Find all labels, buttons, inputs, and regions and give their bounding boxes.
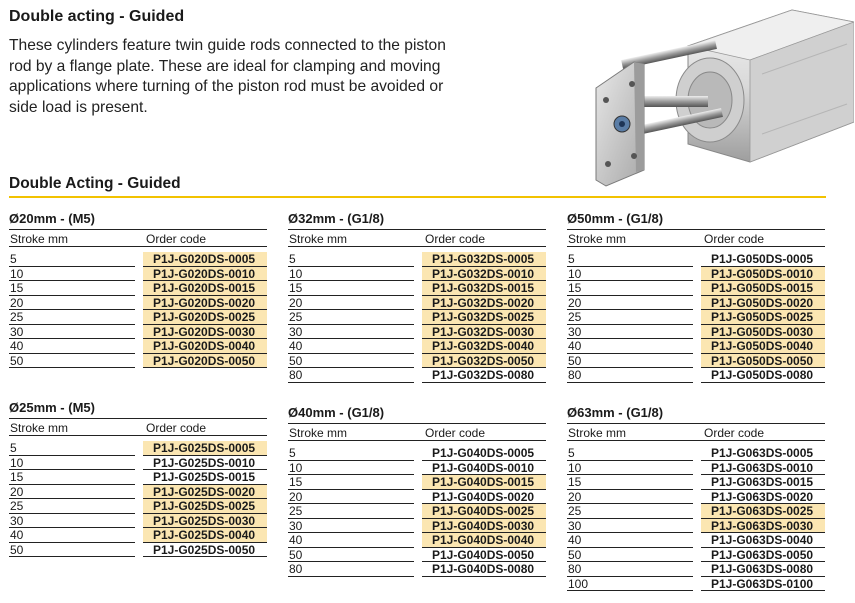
order-code-cell: P1J-G063DS-0030	[701, 519, 825, 534]
stroke-cell: 10	[567, 461, 693, 476]
stroke-cell: 50	[288, 354, 414, 369]
stroke-cell: 25	[567, 310, 693, 325]
stroke-column-header: Stroke mm	[568, 426, 627, 440]
table-row	[288, 281, 546, 296]
table-row	[9, 267, 267, 282]
stroke-cell: 25	[288, 310, 414, 325]
table-row	[9, 514, 267, 529]
table-row	[288, 354, 546, 369]
table-title: Ø20mm - (M5)	[9, 211, 95, 226]
stroke-cell: 50	[9, 354, 135, 369]
stroke-cell: 5	[9, 252, 135, 267]
stroke-cell: 15	[567, 475, 693, 490]
order-code-cell: P1J-G020DS-0020	[143, 296, 267, 311]
table-d40	[288, 405, 546, 577]
stroke-cell: 15	[288, 281, 414, 296]
table-row	[288, 533, 546, 548]
table-title: Ø25mm - (M5)	[9, 400, 95, 415]
order-code-cell: P1J-G020DS-0005	[143, 252, 267, 267]
stroke-cell: 15	[288, 475, 414, 490]
table-row	[9, 499, 267, 514]
order-code-cell: P1J-G040DS-0020	[422, 490, 546, 505]
stroke-cell: 5	[9, 441, 135, 456]
order-code-cell: P1J-G032DS-0080	[422, 368, 546, 383]
order-code-cell: P1J-G020DS-0040	[143, 339, 267, 354]
stroke-cell: 20	[9, 485, 135, 500]
table-d50	[567, 211, 825, 383]
order-code-cell: P1J-G063DS-0015	[701, 475, 825, 490]
table-row	[567, 281, 825, 296]
stroke-cell: 50	[288, 548, 414, 563]
order-code-cell: P1J-G063DS-0010	[701, 461, 825, 476]
order-code-cell: P1J-G063DS-0100	[701, 577, 825, 592]
stroke-cell: 25	[9, 499, 135, 514]
stroke-cell: 40	[9, 528, 135, 543]
stroke-cell: 30	[288, 325, 414, 340]
stroke-cell: 30	[288, 519, 414, 534]
stroke-cell: 5	[288, 252, 414, 267]
stroke-cell: 20	[288, 296, 414, 311]
intro-paragraph: These cylinders feature twin guide rods connected to the piston rod by a flange plate. These are ideal for clamping and moving applications where turning of the piston rod must be avoided or side load is present.	[9, 37, 446, 116]
stroke-cell: 30	[567, 325, 693, 340]
table-row	[288, 325, 546, 340]
stroke-cell: 15	[9, 281, 135, 296]
stroke-column-header: Stroke mm	[10, 421, 69, 435]
table-row	[288, 490, 546, 505]
stroke-cell: 80	[288, 562, 414, 577]
stroke-cell: 15	[567, 281, 693, 296]
table-row	[567, 533, 825, 548]
order-code-column-header: Order code	[146, 421, 207, 435]
order-code-cell: P1J-G040DS-0030	[422, 519, 546, 534]
stroke-column-header: Stroke mm	[10, 232, 69, 246]
stroke-cell: 40	[9, 339, 135, 354]
stroke-column-header: Stroke mm	[568, 232, 627, 246]
stroke-cell: 50	[567, 354, 693, 369]
stroke-cell: 15	[9, 470, 135, 485]
stroke-cell: 30	[9, 514, 135, 529]
table-row	[288, 475, 546, 490]
order-code-cell: P1J-G063DS-0080	[701, 562, 825, 577]
table-row	[9, 354, 267, 369]
stroke-cell: 40	[567, 533, 693, 548]
table-row	[567, 577, 825, 592]
table-header	[9, 229, 267, 247]
table-row	[288, 296, 546, 311]
stroke-cell: 80	[288, 368, 414, 383]
table-row	[288, 562, 546, 577]
table-row	[288, 548, 546, 563]
table-row	[567, 490, 825, 505]
stroke-cell: 40	[288, 533, 414, 548]
order-code-cell: P1J-G050DS-0025	[701, 310, 825, 325]
stroke-cell: 20	[9, 296, 135, 311]
order-code-cell: P1J-G040DS-0025	[422, 504, 546, 519]
stroke-cell: 30	[9, 325, 135, 340]
order-code-cell: P1J-G020DS-0050	[143, 354, 267, 369]
table-row	[567, 446, 825, 461]
order-code-cell: P1J-G032DS-0010	[422, 267, 546, 282]
section-rule	[9, 196, 826, 198]
table-row	[9, 310, 267, 325]
table-row	[9, 485, 267, 500]
table-row	[288, 461, 546, 476]
stroke-cell: 5	[567, 446, 693, 461]
table-d25	[9, 400, 267, 557]
order-code-cell: P1J-G020DS-0025	[143, 310, 267, 325]
table-header	[9, 418, 267, 436]
table-row	[567, 339, 825, 354]
stroke-cell: 20	[288, 490, 414, 505]
table-row	[567, 519, 825, 534]
stroke-cell: 25	[288, 504, 414, 519]
order-code-cell: P1J-G050DS-0050	[701, 354, 825, 369]
table-row	[567, 267, 825, 282]
table-title: Ø40mm - (G1/8)	[288, 405, 385, 420]
stroke-cell: 10	[9, 456, 135, 471]
table-row	[288, 310, 546, 325]
stroke-cell: 5	[567, 252, 693, 267]
order-code-cell: P1J-G020DS-0010	[143, 267, 267, 282]
order-code-cell: P1J-G040DS-0050	[422, 548, 546, 563]
stroke-column-header: Stroke mm	[289, 426, 348, 440]
stroke-cell: 5	[288, 446, 414, 461]
table-row	[567, 310, 825, 325]
table-row	[567, 368, 825, 383]
stroke-cell: 100	[567, 577, 693, 592]
table-row	[567, 475, 825, 490]
order-code-cell: P1J-G032DS-0040	[422, 339, 546, 354]
stroke-cell: 40	[567, 339, 693, 354]
order-code-cell: P1J-G063DS-0040	[701, 533, 825, 548]
table-row	[9, 456, 267, 471]
order-code-cell: P1J-G025DS-0040	[143, 528, 267, 543]
order-code-cell: P1J-G025DS-0020	[143, 485, 267, 500]
stroke-cell: 10	[9, 267, 135, 282]
order-code-cell: P1J-G032DS-0005	[422, 252, 546, 267]
order-code-column-header: Order code	[704, 232, 765, 246]
table-row	[288, 252, 546, 267]
table-body	[567, 446, 825, 591]
stroke-cell: 50	[567, 548, 693, 563]
stroke-cell: 25	[9, 310, 135, 325]
table-d20	[9, 211, 267, 368]
table-row	[567, 354, 825, 369]
stroke-cell: 25	[567, 504, 693, 519]
table-title: Ø50mm - (G1/8)	[567, 211, 664, 226]
table-row	[567, 325, 825, 340]
order-code-cell: P1J-G025DS-0010	[143, 456, 267, 471]
table-header	[567, 229, 825, 247]
order-code-cell: P1J-G020DS-0030	[143, 325, 267, 340]
table-body	[567, 252, 825, 383]
order-code-cell: P1J-G050DS-0010	[701, 267, 825, 282]
stroke-column-header: Stroke mm	[289, 232, 348, 246]
table-row	[567, 504, 825, 519]
table-header	[567, 423, 825, 441]
order-code-cell: P1J-G032DS-0050	[422, 354, 546, 369]
stroke-cell: 10	[288, 267, 414, 282]
order-code-cell: P1J-G025DS-0005	[143, 441, 267, 456]
table-row	[567, 252, 825, 267]
order-code-cell: P1J-G040DS-0080	[422, 562, 546, 577]
order-code-column-header: Order code	[146, 232, 207, 246]
order-code-column-header: Order code	[425, 232, 486, 246]
table-row	[9, 339, 267, 354]
order-code-cell: P1J-G050DS-0080	[701, 368, 825, 383]
order-code-cell: P1J-G040DS-0040	[422, 533, 546, 548]
order-code-cell: P1J-G032DS-0025	[422, 310, 546, 325]
order-code-cell: P1J-G063DS-0050	[701, 548, 825, 563]
order-code-cell: P1J-G025DS-0030	[143, 514, 267, 529]
order-code-column-header: Order code	[425, 426, 486, 440]
stroke-cell: 80	[567, 562, 693, 577]
order-code-cell: P1J-G025DS-0050	[143, 543, 267, 558]
table-row	[9, 441, 267, 456]
order-code-cell: P1J-G050DS-0030	[701, 325, 825, 340]
section-title: Double Acting - Guided	[9, 175, 181, 192]
order-code-cell: P1J-G063DS-0005	[701, 446, 825, 461]
table-row	[288, 339, 546, 354]
table-body	[9, 252, 267, 368]
order-code-cell: P1J-G025DS-0015	[143, 470, 267, 485]
stroke-cell: 50	[9, 543, 135, 558]
stroke-cell: 40	[288, 339, 414, 354]
table-row	[567, 461, 825, 476]
order-code-cell: P1J-G032DS-0030	[422, 325, 546, 340]
order-code-cell: P1J-G032DS-0015	[422, 281, 546, 296]
table-title: Ø32mm - (G1/8)	[288, 211, 385, 226]
table-body	[288, 446, 546, 577]
table-header	[288, 423, 546, 441]
order-code-cell: P1J-G040DS-0010	[422, 461, 546, 476]
stroke-cell: 30	[567, 519, 693, 534]
order-code-cell: P1J-G050DS-0005	[701, 252, 825, 267]
order-code-cell: P1J-G063DS-0020	[701, 490, 825, 505]
order-code-cell: P1J-G050DS-0015	[701, 281, 825, 296]
table-row	[9, 325, 267, 340]
order-code-cell: P1J-G040DS-0005	[422, 446, 546, 461]
table-row	[567, 548, 825, 563]
order-code-cell: P1J-G025DS-0025	[143, 499, 267, 514]
table-row	[288, 519, 546, 534]
stroke-cell: 20	[567, 490, 693, 505]
order-code-cell: P1J-G050DS-0040	[701, 339, 825, 354]
order-code-cell: P1J-G032DS-0020	[422, 296, 546, 311]
table-row	[288, 368, 546, 383]
table-row	[567, 296, 825, 311]
table-body	[288, 252, 546, 383]
table-d63	[567, 405, 825, 591]
stroke-cell: 80	[567, 368, 693, 383]
table-row	[9, 470, 267, 485]
order-code-column-header: Order code	[704, 426, 765, 440]
table-header	[288, 229, 546, 247]
order-code-cell: P1J-G040DS-0015	[422, 475, 546, 490]
order-code-cell: P1J-G050DS-0020	[701, 296, 825, 311]
order-code-cell: P1J-G020DS-0015	[143, 281, 267, 296]
table-row	[9, 296, 267, 311]
table-body	[9, 441, 267, 557]
table-row	[9, 281, 267, 296]
table-row	[567, 562, 825, 577]
stroke-cell: 20	[567, 296, 693, 311]
order-code-cell: P1J-G063DS-0025	[701, 504, 825, 519]
page-heading: Double acting - Guided	[9, 8, 185, 25]
table-d32	[288, 211, 546, 383]
stroke-cell: 10	[567, 267, 693, 282]
table-row	[288, 267, 546, 282]
guided-cylinder-photo	[592, 4, 854, 190]
table-row	[288, 446, 546, 461]
stroke-cell: 10	[288, 461, 414, 476]
table-row	[9, 528, 267, 543]
table-row	[9, 543, 267, 558]
table-title: Ø63mm - (G1/8)	[567, 405, 664, 420]
table-row	[288, 504, 546, 519]
table-row	[9, 252, 267, 267]
